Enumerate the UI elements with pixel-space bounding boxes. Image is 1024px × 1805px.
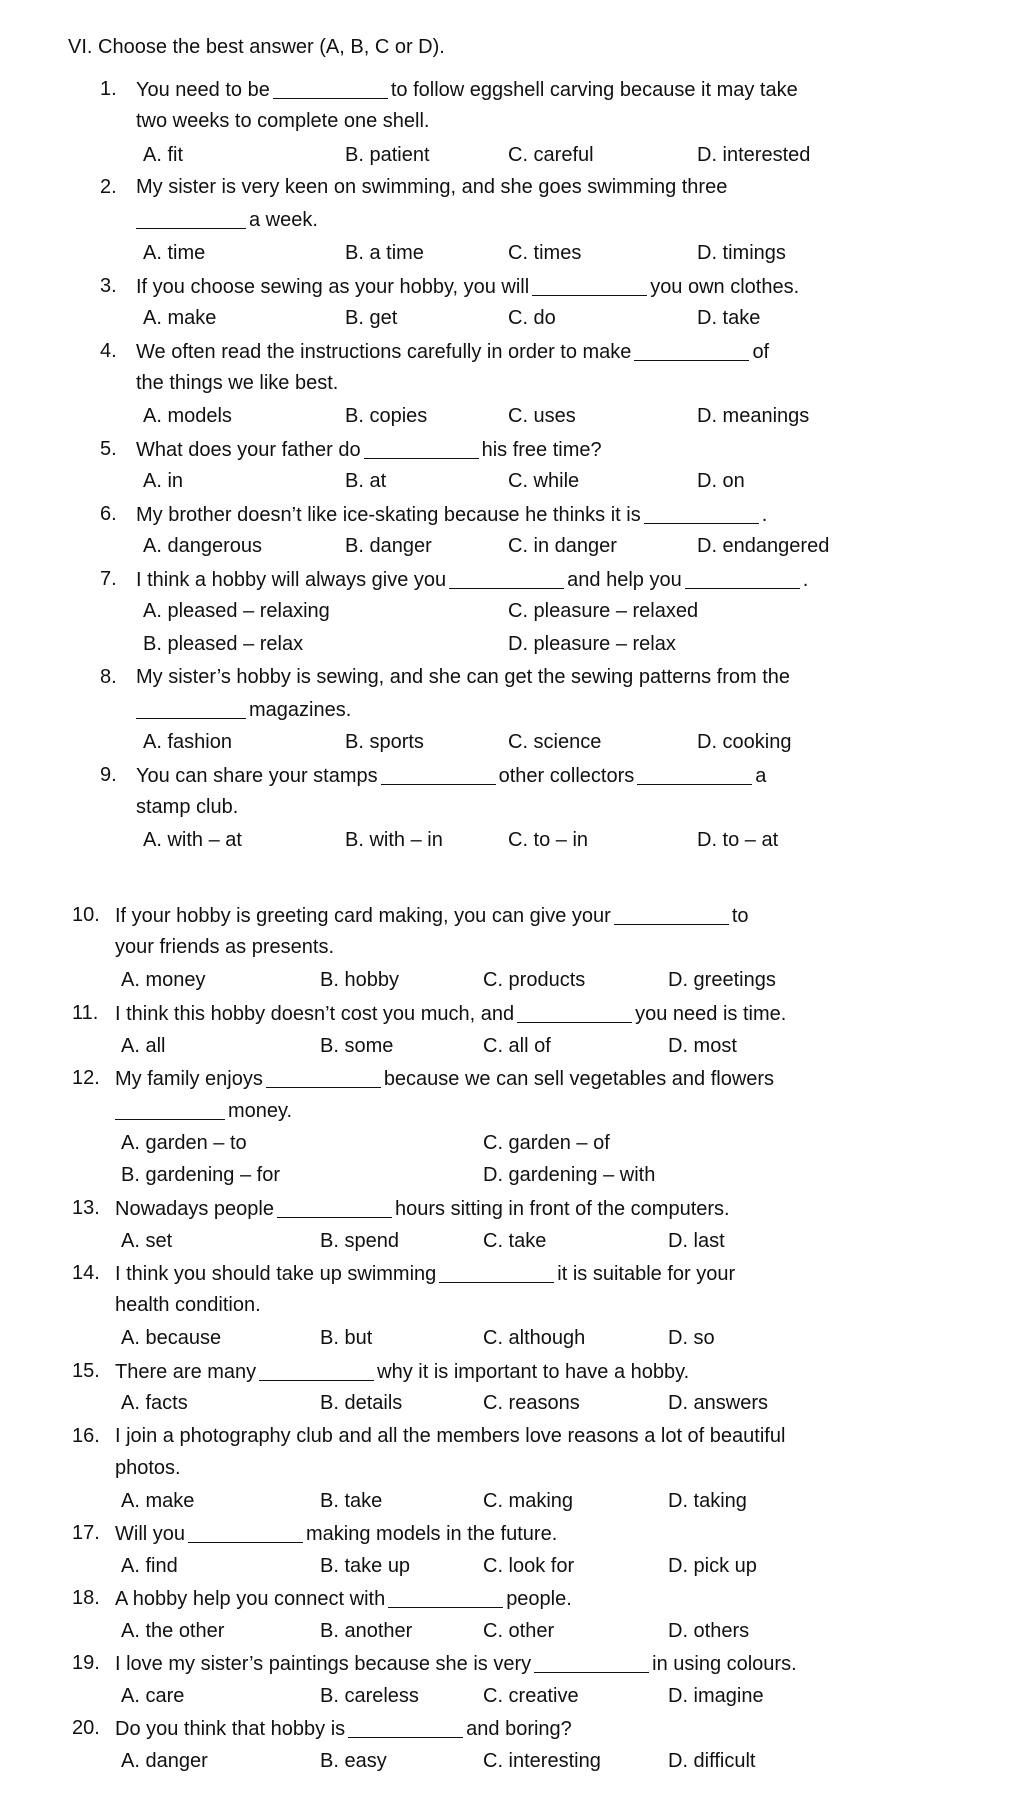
- option-c[interactable]: C. pleasure – relaxed: [508, 600, 699, 622]
- option-b[interactable]: B. another: [320, 1620, 413, 1642]
- question-text: We often read the instructions carefully in order to make of: [136, 341, 770, 363]
- option-b[interactable]: B. take up: [320, 1555, 411, 1577]
- question-number: 2.: [100, 176, 117, 198]
- option-b[interactable]: B. with – in: [345, 829, 443, 851]
- question-text: money.: [115, 1099, 292, 1123]
- question-text: two weeks to complete one shell.: [136, 110, 430, 132]
- option-b[interactable]: B. details: [320, 1392, 403, 1414]
- question-number: 8.: [100, 666, 117, 688]
- option-b[interactable]: B. sports: [345, 731, 424, 753]
- answer-blank: [136, 698, 246, 719]
- question-text: photos.: [115, 1457, 181, 1479]
- option-a[interactable]: A. because: [121, 1327, 222, 1349]
- answer-blank: [637, 764, 752, 785]
- option-d[interactable]: D. others: [668, 1620, 750, 1642]
- answer-blank: [388, 1587, 503, 1608]
- answer-blank: [115, 1099, 225, 1120]
- option-d[interactable]: D. most: [668, 1035, 737, 1057]
- option-d[interactable]: D. taking: [668, 1490, 747, 1512]
- question-text: My brother doesn’t like ice-skating because he thinks it is .: [136, 504, 768, 526]
- option-a[interactable]: A. with – at: [143, 829, 242, 851]
- option-d[interactable]: D. meanings: [697, 405, 810, 427]
- question-number: 17.: [72, 1522, 100, 1544]
- option-d[interactable]: D. endangered: [697, 535, 830, 557]
- question-number: 14.: [72, 1262, 100, 1284]
- answer-blank: [381, 764, 496, 785]
- question-number: 20.: [72, 1717, 100, 1739]
- answer-blank: [188, 1522, 303, 1543]
- question-number: 9.: [100, 764, 117, 786]
- option-a[interactable]: A. care: [121, 1685, 185, 1707]
- option-a[interactable]: A. danger: [121, 1750, 208, 1772]
- option-c[interactable]: C. all of: [483, 1035, 551, 1057]
- answer-blank: [534, 1652, 649, 1673]
- option-a[interactable]: A. time: [143, 242, 206, 264]
- question-text: the things we like best.: [136, 372, 339, 394]
- option-d[interactable]: D. timings: [697, 242, 786, 264]
- question-number: 1.: [100, 78, 117, 100]
- option-c[interactable]: C. to – in: [508, 829, 589, 851]
- option-c[interactable]: C. times: [508, 242, 582, 264]
- answer-blank: [532, 275, 647, 296]
- option-c[interactable]: C. creative: [483, 1685, 579, 1707]
- option-b[interactable]: B. danger: [345, 535, 432, 557]
- question-text: My sister is very keen on swimming, and she goes swimming three: [136, 176, 728, 198]
- question-text: Will you making models in the future.: [115, 1523, 558, 1545]
- option-a[interactable]: A. pleased – relaxing: [143, 600, 330, 622]
- option-d[interactable]: D. take: [697, 307, 761, 329]
- option-c[interactable]: C. interesting: [483, 1750, 601, 1772]
- option-d[interactable]: D. interested: [697, 144, 811, 166]
- answer-blank: [277, 1197, 392, 1218]
- question-text: health condition.: [115, 1294, 261, 1316]
- option-c[interactable]: C. look for: [483, 1555, 575, 1577]
- option-a[interactable]: A. the other: [121, 1620, 225, 1642]
- option-d[interactable]: D. difficult: [668, 1750, 756, 1772]
- option-d[interactable]: D. greetings: [668, 969, 776, 991]
- option-b[interactable]: B. pleased – relax: [143, 633, 304, 655]
- question-text: My family enjoys because we can sell vegetables and flowers: [115, 1068, 775, 1090]
- option-b[interactable]: B. spend: [320, 1230, 399, 1252]
- option-a[interactable]: A. set: [121, 1230, 173, 1252]
- question-text: My sister’s hobby is sewing, and she can get the sewing patterns from the: [136, 666, 791, 688]
- question-text: A hobby help you connect with people.: [115, 1588, 572, 1610]
- option-c[interactable]: C. science: [508, 731, 602, 753]
- option-d[interactable]: D. so: [668, 1327, 715, 1349]
- answer-blank: [348, 1717, 463, 1738]
- option-c[interactable]: C. uses: [508, 405, 576, 427]
- question-text: your friends as presents.: [115, 936, 334, 958]
- question-text: Do you think that hobby is and boring?: [115, 1718, 572, 1740]
- option-b[interactable]: B. patient: [345, 144, 430, 166]
- question-number: 16.: [72, 1425, 100, 1447]
- question-number: 19.: [72, 1652, 100, 1674]
- option-c[interactable]: C. while: [508, 470, 580, 492]
- option-b[interactable]: B. gardening – for: [121, 1164, 280, 1186]
- option-c[interactable]: C. although: [483, 1327, 586, 1349]
- question-text: I love my sister’s paintings because she is very in using colours.: [115, 1653, 797, 1675]
- option-a[interactable]: A. facts: [121, 1392, 188, 1414]
- question-number: 10.: [72, 904, 100, 926]
- option-c[interactable]: C. take: [483, 1230, 547, 1252]
- question-number: 12.: [72, 1067, 100, 1089]
- option-c[interactable]: C. other: [483, 1620, 555, 1642]
- option-a[interactable]: A. fashion: [143, 731, 232, 753]
- question-text: stamp club.: [136, 796, 239, 818]
- question-text: I think you should take up swimming it is suitable for your: [115, 1263, 736, 1285]
- answer-blank: [685, 568, 800, 589]
- option-b[interactable]: B. copies: [345, 405, 428, 427]
- option-b[interactable]: B. take: [320, 1490, 383, 1512]
- option-b[interactable]: B. get: [345, 307, 398, 329]
- answer-blank: [136, 208, 246, 229]
- question-text: I think a hobby will always give you and help you .: [136, 569, 809, 591]
- question-text: Nowadays people hours sitting in front of the computers.: [115, 1198, 730, 1220]
- option-a[interactable]: A. models: [143, 405, 232, 427]
- option-b[interactable]: B. at: [345, 470, 387, 492]
- option-c[interactable]: C. reasons: [483, 1392, 580, 1414]
- answer-blank: [266, 1067, 381, 1088]
- option-d[interactable]: D. pick up: [668, 1555, 757, 1577]
- option-a[interactable]: A. dangerous: [143, 535, 262, 557]
- question-text: magazines.: [136, 698, 351, 722]
- option-a[interactable]: A. money: [121, 969, 206, 991]
- question-text: What does your father do his free time?: [136, 439, 602, 461]
- option-c[interactable]: C. garden – of: [483, 1132, 610, 1154]
- option-a[interactable]: A. make: [143, 307, 217, 329]
- answer-blank: [439, 1262, 554, 1283]
- answer-blank: [364, 438, 479, 459]
- question-text: There are many why it is important to have a hobby.: [115, 1361, 690, 1383]
- option-b[interactable]: B. but: [320, 1327, 373, 1349]
- option-b[interactable]: B. careless: [320, 1685, 419, 1707]
- answer-blank: [259, 1360, 374, 1381]
- option-d[interactable]: D. pleasure – relax: [508, 633, 676, 655]
- option-c[interactable]: C. careful: [508, 144, 594, 166]
- answer-blank: [614, 904, 729, 925]
- question-number: 13.: [72, 1197, 100, 1219]
- question-number: 4.: [100, 340, 117, 362]
- question-number: 6.: [100, 503, 117, 525]
- question-text: If your hobby is greeting card making, you can give your to: [115, 905, 749, 927]
- question-number: 5.: [100, 438, 117, 460]
- option-a[interactable]: A. make: [121, 1490, 195, 1512]
- question-number: 15.: [72, 1360, 100, 1382]
- option-d[interactable]: D. imagine: [668, 1685, 764, 1707]
- option-d[interactable]: D. gardening – with: [483, 1164, 656, 1186]
- section-heading: VI. Choose the best answer (A, B, C or D).: [68, 36, 445, 58]
- question-number: 11.: [72, 1002, 99, 1024]
- question-number: 7.: [100, 568, 117, 590]
- question-text: If you choose sewing as your hobby, you will you own clothes.: [136, 276, 800, 298]
- option-a[interactable]: A. fit: [143, 144, 184, 166]
- option-b[interactable]: B. easy: [320, 1750, 387, 1772]
- option-d[interactable]: D. answers: [668, 1392, 769, 1414]
- question-text: I think this hobby doesn’t cost you much, and you need is time.: [115, 1003, 787, 1025]
- option-c[interactable]: C. making: [483, 1490, 574, 1512]
- option-b[interactable]: B. some: [320, 1035, 394, 1057]
- answer-blank: [634, 340, 749, 361]
- answer-blank: [273, 78, 388, 99]
- question-text: I join a photography club and all the members love reasons a lot of beautiful: [115, 1425, 786, 1447]
- option-a[interactable]: A. all: [121, 1035, 166, 1057]
- option-d[interactable]: D. on: [697, 470, 745, 492]
- question-text: You can share your stamps other collectors a: [136, 765, 767, 787]
- option-c[interactable]: C. products: [483, 969, 586, 991]
- question-number: 18.: [72, 1587, 100, 1609]
- option-b[interactable]: B. a time: [345, 242, 424, 264]
- question-text: You need to be to follow eggshell carving because it may take: [136, 79, 798, 101]
- answer-blank: [449, 568, 564, 589]
- option-c[interactable]: C. do: [508, 307, 556, 329]
- answer-blank: [517, 1002, 632, 1023]
- option-a[interactable]: A. in: [143, 470, 184, 492]
- question-text: a week.: [136, 208, 318, 232]
- option-d[interactable]: D. cooking: [697, 731, 792, 753]
- option-d[interactable]: D. last: [668, 1230, 725, 1252]
- option-c[interactable]: C. in danger: [508, 535, 617, 557]
- question-number: 3.: [100, 275, 117, 297]
- answer-blank: [644, 503, 759, 524]
- option-a[interactable]: A. garden – to: [121, 1132, 247, 1154]
- option-d[interactable]: D. to – at: [697, 829, 779, 851]
- option-b[interactable]: B. hobby: [320, 969, 399, 991]
- option-a[interactable]: A. find: [121, 1555, 178, 1577]
